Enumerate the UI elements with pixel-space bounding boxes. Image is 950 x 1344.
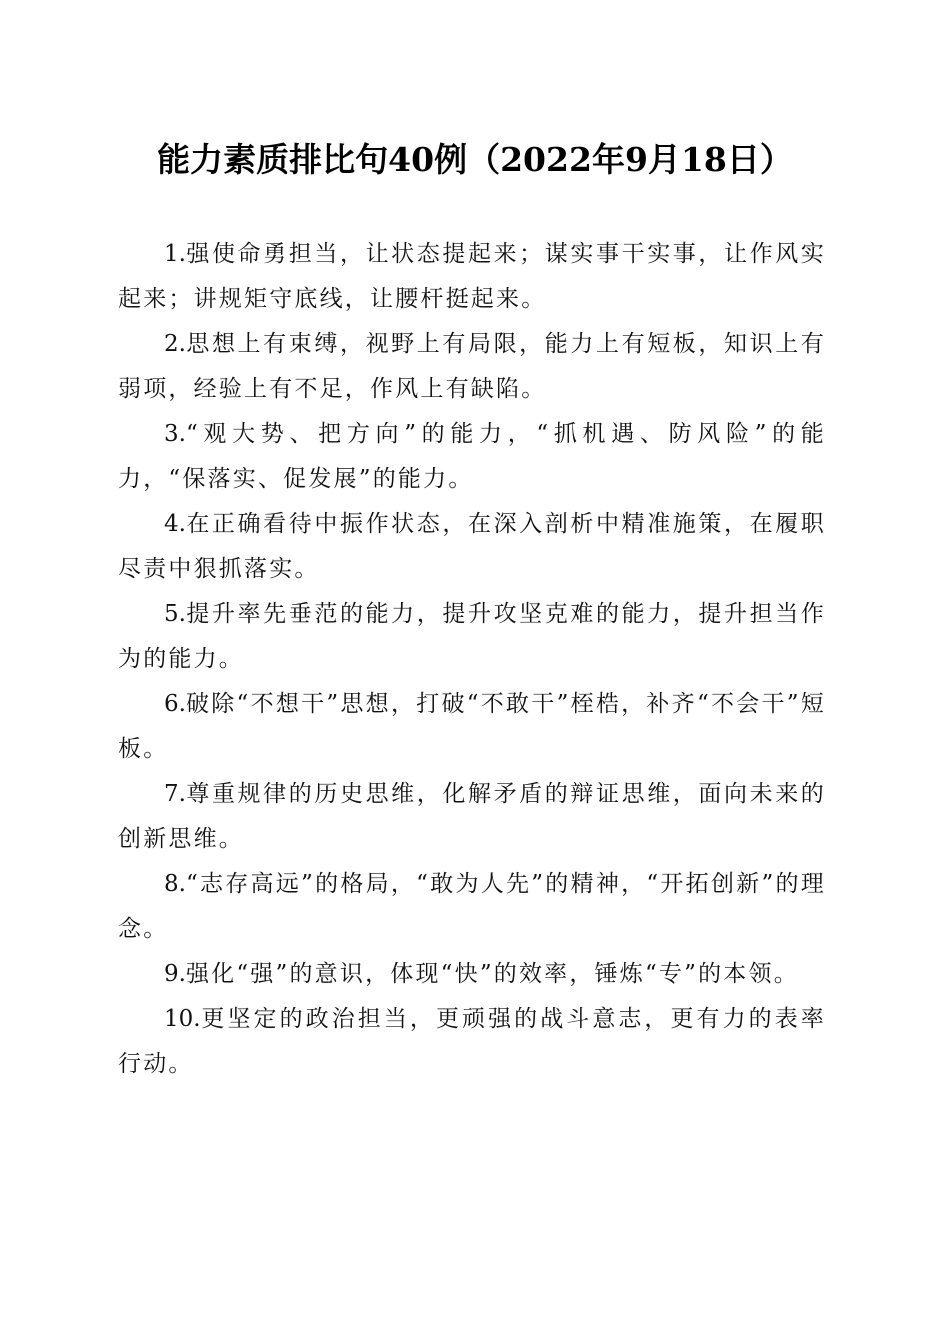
list-item bbox=[118, 952, 826, 997]
item-number: 9. bbox=[164, 961, 186, 987]
list-item bbox=[118, 772, 826, 862]
item-text: 强使命勇担当，让状态提起来；谋实事干实事，让作风实起来；讲规矩守底线，让腰杆挺起来。 bbox=[118, 241, 826, 312]
item-text: “观大势、把方向”的能力，“抓机遇、防风险”的能力，“保落实、促发展”的能力。 bbox=[118, 421, 826, 492]
item-text: 在正确看待中振作状态，在深入剖析中精准施策，在履职尽责中狠抓落实。 bbox=[118, 511, 826, 582]
item-number: 7. bbox=[164, 781, 186, 807]
list-item bbox=[118, 682, 826, 772]
item-text: “志存高远”的格局，“敢为人先”的精神，“开拓创新”的理念。 bbox=[118, 871, 826, 942]
item-number: 5. bbox=[164, 601, 186, 627]
item-text: 思想上有束缚，视野上有局限，能力上有短板，知识上有弱项，经验上有不足，作风上有缺陷。 bbox=[118, 331, 826, 402]
list-item bbox=[118, 862, 826, 952]
document-body bbox=[118, 232, 826, 1087]
list-item bbox=[118, 592, 826, 682]
list-item bbox=[118, 412, 826, 502]
item-number: 8. bbox=[164, 871, 186, 897]
item-text: 尊重规律的历史思维，化解矛盾的辩证思维，面向未来的创新思维。 bbox=[118, 781, 826, 852]
item-number: 1. bbox=[164, 241, 186, 267]
list-item bbox=[118, 502, 826, 592]
item-number: 6. bbox=[164, 691, 186, 717]
list-item bbox=[118, 232, 826, 322]
item-text: 更坚定的政治担当，更顽强的战斗意志，更有力的表率行动。 bbox=[118, 1006, 826, 1077]
item-number: 10. bbox=[164, 1006, 201, 1032]
list-item bbox=[118, 997, 826, 1087]
item-number: 4. bbox=[164, 511, 186, 537]
document-title: 能力素质排比句40例（2022年9月18日） bbox=[157, 140, 793, 179]
item-number: 3. bbox=[164, 421, 186, 447]
item-text: 提升率先垂范的能力，提升攻坚克难的能力，提升担当作为的能力。 bbox=[118, 601, 826, 672]
list-item bbox=[118, 322, 826, 412]
item-text: 强化“强”的意识，体现“快”的效率，锤炼“专”的本领。 bbox=[185, 961, 799, 987]
item-number: 2. bbox=[164, 331, 186, 357]
item-text: 破除“不想干”思想，打破“不敢干”桎梏，补齐“不会干”短板。 bbox=[118, 691, 826, 762]
